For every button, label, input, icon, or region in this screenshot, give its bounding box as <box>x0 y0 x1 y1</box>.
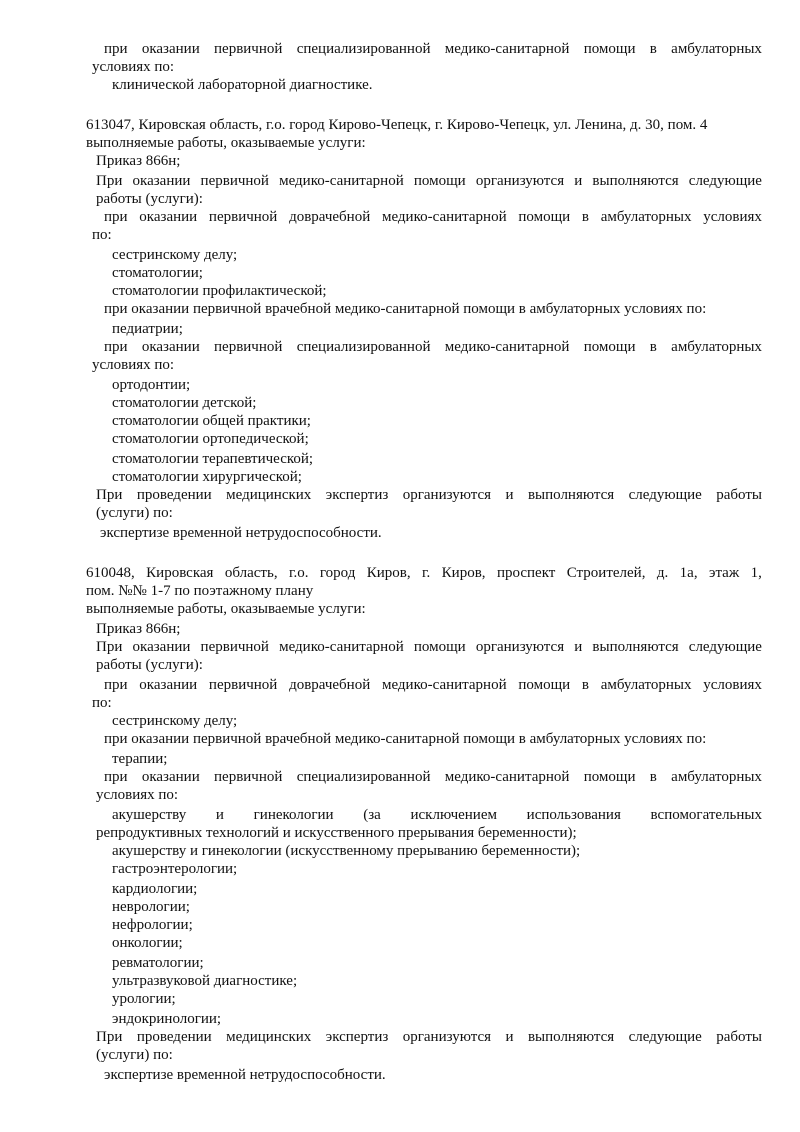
word: г.о. <box>289 565 309 581</box>
word: специализированной <box>296 41 431 57</box>
paragraph-line: при оказании первичной врачебной медико-санитарной помощи в амбулаторных условиях по: <box>104 731 707 747</box>
word: оказании <box>139 209 198 225</box>
word: при <box>104 769 128 785</box>
list-item-text: ревматологии; <box>112 955 204 971</box>
paragraph-line: (услуги) по: <box>96 1047 173 1063</box>
word: помощи <box>518 677 571 693</box>
word: следующие <box>688 173 762 189</box>
list-item-text: нефрологии; <box>112 917 193 933</box>
word: медико-санитарной <box>279 173 404 189</box>
word: работы <box>716 1029 762 1045</box>
word: условиях <box>703 677 762 693</box>
word: первичной <box>200 173 269 189</box>
list-item-text: эндокринологии; <box>112 1011 222 1027</box>
list-item-text: терапии; <box>112 751 168 767</box>
word: и <box>574 639 583 655</box>
section-label: выполняемые работы, оказываемые услуги: <box>86 601 366 617</box>
word: проведении <box>136 487 212 503</box>
word: оказании <box>141 41 200 57</box>
word: медицинских <box>226 487 312 503</box>
word: 1а, <box>679 565 698 581</box>
word: медицинских <box>226 1029 312 1045</box>
list-item-text: гастроэнтерологии; <box>112 861 238 877</box>
word: (за <box>363 807 381 823</box>
paragraph-line-justified <box>104 208 762 226</box>
list-item-text: экспертизе временной нетрудоспособности. <box>100 525 382 541</box>
list-item-text: педиатрии; <box>112 321 183 337</box>
word: оказании <box>141 339 200 355</box>
list-item-text: ультразвуковой диагностике; <box>112 973 298 989</box>
list-item-text: стоматологии детской; <box>112 395 257 411</box>
list-item-text: сестринскому делу; <box>112 713 238 729</box>
word: и <box>505 487 514 503</box>
word: амбулаторных <box>671 769 762 785</box>
word: Киров, <box>441 565 486 581</box>
word: медико-санитарной <box>381 677 507 693</box>
paragraph-line: условиях по: <box>92 357 175 373</box>
word: условиях <box>703 209 762 225</box>
paragraph-line: условиях по: <box>92 59 175 75</box>
word: проспект <box>496 565 556 581</box>
word: выполняются <box>592 173 679 189</box>
paragraph-line: работы (услуги): <box>96 657 203 673</box>
word: исключением <box>410 807 497 823</box>
paragraph-line-justified <box>96 486 762 504</box>
word: организуются <box>475 639 565 655</box>
word: следующие <box>688 639 762 655</box>
word: амбулаторных <box>671 41 762 57</box>
word: медико-санитарной <box>444 339 570 355</box>
word: выполняются <box>592 639 679 655</box>
word: помощи <box>583 41 636 57</box>
word: Строителей, <box>566 565 646 581</box>
paragraph-line-justified <box>104 768 762 786</box>
paragraph-line: условиях по: <box>96 787 179 803</box>
paragraph-line-justified <box>96 638 762 656</box>
word: оказании <box>132 173 191 189</box>
word: организуются <box>402 1029 492 1045</box>
word: медико-санитарной <box>381 209 507 225</box>
list-item-text: стоматологии; <box>112 265 203 281</box>
word: амбулаторных <box>600 209 692 225</box>
word: При <box>96 1029 123 1045</box>
word: помощи <box>583 769 636 785</box>
word: проведении <box>136 1029 212 1045</box>
paragraph-line: (услуги) по: <box>96 505 173 521</box>
word: в <box>649 339 657 355</box>
address-heading-justified <box>86 564 762 582</box>
list-item-text: стоматологии профилактической; <box>112 283 327 299</box>
word: и <box>505 1029 514 1045</box>
word: работы <box>716 487 762 503</box>
word: первичной <box>208 677 278 693</box>
word: медико-санитарной <box>444 41 570 57</box>
list-item-text: кардиологии; <box>112 881 198 897</box>
address-heading: 613047, Кировская область, г.о. город Кирово-Чепецк, г. Кирово-Чепецк, ул. Ленина, д. 30, пом. 4 <box>86 117 708 133</box>
word: первичной <box>214 41 283 57</box>
list-item-text: неврологии; <box>112 899 190 915</box>
word: экспертиз <box>325 487 389 503</box>
word: использования <box>526 807 621 823</box>
word: организуются <box>402 487 492 503</box>
list-item-text: стоматологии общей практики; <box>112 413 311 429</box>
word: 610048, <box>86 565 135 581</box>
word: экспертиз <box>325 1029 389 1045</box>
word: этаж <box>709 565 740 581</box>
paragraph-line: работы (услуги): <box>96 191 203 207</box>
word: следующие <box>628 1029 702 1045</box>
word: Кировская <box>146 565 214 581</box>
word: оказании <box>139 677 198 693</box>
word: область, <box>224 565 278 581</box>
list-item-text: акушерству и гинекологии (искусственному прерыванию беременности); <box>112 843 581 859</box>
paragraph-line-justified <box>104 40 762 58</box>
word: и <box>215 807 224 823</box>
word: в <box>649 769 657 785</box>
address-heading: пом. №№ 1-7 по поэтажному плану <box>86 583 314 599</box>
word: оказании <box>132 639 191 655</box>
word: при <box>104 677 128 693</box>
list-item-text: стоматологии хирургической; <box>112 469 302 485</box>
list-item-text: репродуктивных технологий и искусственного прерывания беременности); <box>96 825 577 841</box>
word: акушерству <box>112 807 187 823</box>
list-item-text: клинической лабораторной диагностике. <box>112 77 373 93</box>
paragraph-line-justified <box>104 338 762 356</box>
list-item-text: урологии; <box>112 991 176 1007</box>
word: в <box>649 41 657 57</box>
word: первичной <box>214 339 283 355</box>
word: При <box>96 173 123 189</box>
word: амбулаторных <box>671 339 762 355</box>
word: при <box>104 339 128 355</box>
word: медико-санитарной <box>444 769 570 785</box>
paragraph-line: по: <box>92 695 112 711</box>
word: помощи <box>413 173 466 189</box>
list-item-text: сестринскому делу; <box>112 247 238 263</box>
order-reference: Приказ 866н; <box>96 621 181 637</box>
word: При <box>96 639 123 655</box>
word: 1, <box>750 565 762 581</box>
paragraph-line-justified <box>96 172 762 190</box>
word: помощи <box>413 639 466 655</box>
word: в <box>581 209 589 225</box>
list-item-text: онкологии; <box>112 935 183 951</box>
paragraph-line: при оказании первичной врачебной медико-санитарной помощи в амбулаторных условиях по: <box>104 301 707 317</box>
list-item-text-justified <box>112 806 762 824</box>
word: При <box>96 487 123 503</box>
word: город <box>319 565 356 581</box>
word: доврачебной <box>289 677 371 693</box>
word: г. <box>422 565 431 581</box>
list-item-text: экспертизе временной нетрудоспособности. <box>104 1067 386 1083</box>
list-item-text: стоматологии терапевтической; <box>112 451 314 467</box>
word: доврачебной <box>289 209 371 225</box>
list-item-text: ортодонтии; <box>112 377 191 393</box>
section-label: выполняемые работы, оказываемые услуги: <box>86 135 366 151</box>
paragraph-line-justified <box>104 676 762 694</box>
word: организуются <box>475 173 565 189</box>
word: помощи <box>518 209 571 225</box>
word: специализированной <box>296 769 431 785</box>
order-reference: Приказ 866н; <box>96 153 181 169</box>
word: гинекологии <box>253 807 334 823</box>
word: помощи <box>583 339 636 355</box>
word: оказании <box>141 769 200 785</box>
word: в <box>581 677 589 693</box>
word: амбулаторных <box>600 677 692 693</box>
word: вспомогательных <box>650 807 762 823</box>
word: медико-санитарной <box>279 639 404 655</box>
word: д. <box>656 565 669 581</box>
word: первичной <box>214 769 283 785</box>
word: Киров, <box>366 565 411 581</box>
word: при <box>104 209 128 225</box>
word: первичной <box>208 209 278 225</box>
word: выполняются <box>527 1029 615 1045</box>
list-item-text: стоматологии ортопедической; <box>112 431 309 447</box>
paragraph-line-justified <box>96 1028 762 1046</box>
word: при <box>104 41 128 57</box>
word: выполняются <box>527 487 615 503</box>
word: следующие <box>628 487 702 503</box>
word: специализированной <box>296 339 431 355</box>
paragraph-line: по: <box>92 227 112 243</box>
word: и <box>574 173 583 189</box>
word: первичной <box>200 639 269 655</box>
